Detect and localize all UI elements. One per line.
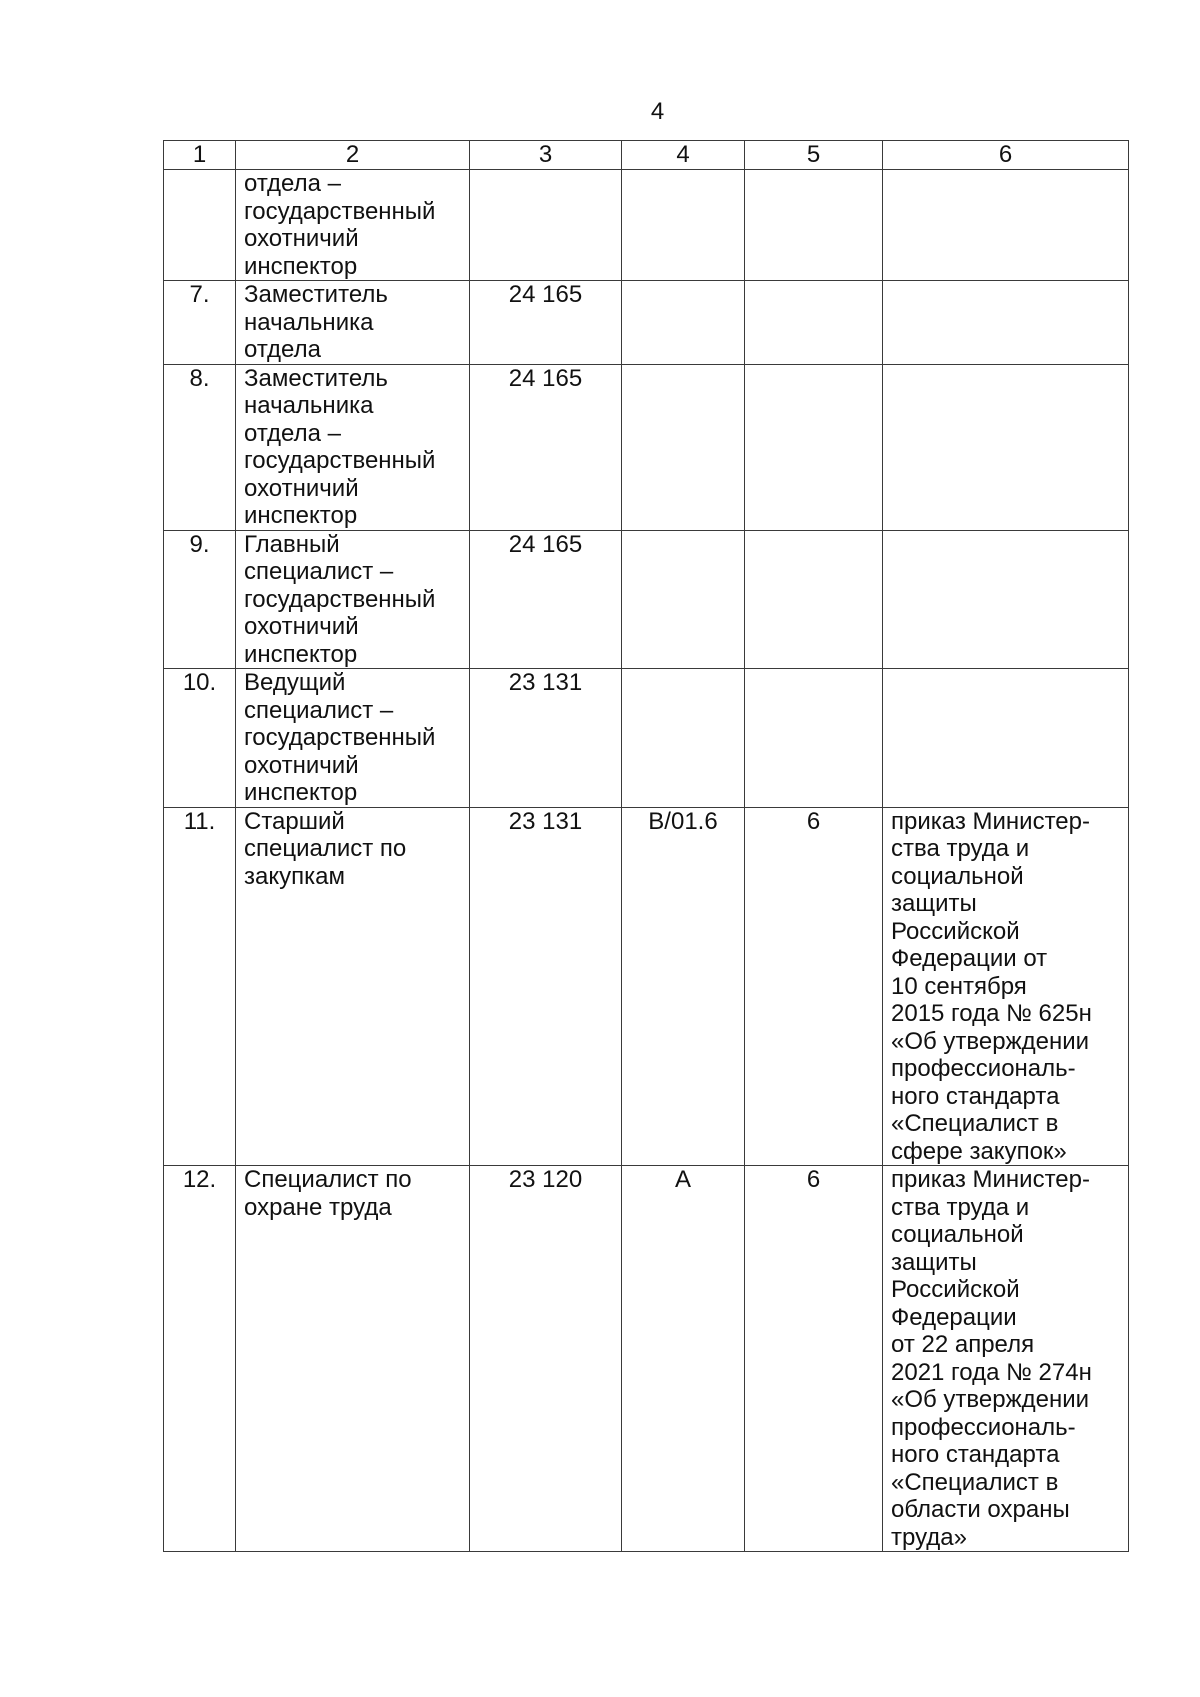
- standard-reference-line: приказ Министер-: [891, 1166, 1090, 1193]
- table-row: [164, 281, 1129, 365]
- standard-reference-line: сфере закупок»: [891, 1137, 1067, 1165]
- column-header: 1: [164, 141, 236, 170]
- column-header: 6: [883, 141, 1129, 170]
- position-name-line: охране труда: [244, 1193, 392, 1221]
- position-name-line: инспектор: [244, 779, 358, 806]
- position-name-line: отдела –: [244, 170, 341, 197]
- salary-cell: 23 120: [470, 1166, 622, 1552]
- standard-reference-line: Федерации: [891, 1303, 1017, 1331]
- function-code-cell: [622, 669, 745, 808]
- salary-cell: 24 165: [470, 530, 622, 669]
- row-number-cell: 9.: [164, 530, 236, 669]
- function-code-cell: [622, 364, 745, 530]
- standard-reference-line: защиты: [891, 1248, 977, 1276]
- position-name-cell: [236, 530, 470, 669]
- standard-reference-cell: [883, 170, 1129, 281]
- row-number-cell: 8.: [164, 364, 236, 530]
- standard-reference-line: «Специалист в: [891, 1110, 1059, 1137]
- standard-reference-line: 2015 года № 625н: [891, 1000, 1092, 1027]
- position-name-line: инспектор: [244, 252, 358, 280]
- salary-cell: 23 131: [470, 807, 622, 1166]
- standard-reference-cell: [883, 807, 1129, 1166]
- standard-reference-line: 2021 года № 274н: [891, 1358, 1092, 1386]
- standard-reference-line: труда»: [891, 1523, 967, 1551]
- position-name-line: инспектор: [244, 502, 358, 529]
- position-name-line: специалист по: [244, 835, 407, 862]
- position-name-cell: [236, 807, 470, 1166]
- table-row: [164, 1166, 1129, 1552]
- table-row: [164, 807, 1129, 1166]
- position-name-line: Специалист по: [244, 1166, 412, 1193]
- position-name-line: Заместитель: [244, 281, 388, 308]
- standard-reference-line: профессиональ-: [891, 1055, 1076, 1082]
- standard-reference-line: ства труда и: [891, 1193, 1030, 1221]
- position-name-line: государственный: [244, 197, 436, 225]
- qualification-level-cell: [745, 281, 883, 365]
- column-header: 2: [236, 141, 470, 170]
- function-code-cell: [622, 170, 745, 281]
- position-table: [163, 140, 1129, 1552]
- row-number-cell: 11.: [164, 807, 236, 1166]
- salary-cell: 23 131: [470, 669, 622, 808]
- position-name-line: государственный: [244, 585, 436, 613]
- standard-reference-cell: [883, 530, 1129, 669]
- standard-reference-line: ного стандарта: [891, 1441, 1060, 1468]
- position-name-line: государственный: [244, 724, 436, 751]
- table-row: [164, 170, 1129, 281]
- standard-reference-line: профессиональ-: [891, 1413, 1076, 1441]
- position-name-line: охотничий: [244, 474, 359, 502]
- position-name-cell: [236, 281, 470, 365]
- position-name-line: Ведущий: [244, 669, 346, 696]
- standard-reference-line: ного стандарта: [891, 1082, 1060, 1110]
- standard-reference-line: «Специалист в: [891, 1468, 1059, 1496]
- row-number-cell: 12.: [164, 1166, 236, 1552]
- function-code-cell: В/01.6: [622, 807, 745, 1166]
- qualification-level-cell: [745, 364, 883, 530]
- standard-reference-cell: [883, 669, 1129, 808]
- row-number-cell: [164, 170, 236, 281]
- table-body: [164, 170, 1129, 1552]
- table-row: [164, 364, 1129, 530]
- standard-reference-cell: [883, 281, 1129, 365]
- qualification-level-cell: [745, 530, 883, 669]
- position-name-line: отдела –: [244, 419, 341, 447]
- qualification-level-cell: 6: [745, 1166, 883, 1552]
- standard-reference-line: Российской: [891, 1276, 1020, 1303]
- position-name-line: инспектор: [244, 640, 358, 668]
- position-name-line: Заместитель: [244, 364, 388, 392]
- position-name-line: начальника: [244, 308, 374, 336]
- standard-reference-line: Федерации от: [891, 945, 1048, 972]
- standard-reference-cell: [883, 364, 1129, 530]
- salary-cell: [470, 170, 622, 281]
- column-header: 4: [622, 141, 745, 170]
- standard-reference-cell: [883, 1166, 1129, 1552]
- position-name-line: охотничий: [244, 225, 359, 252]
- table-row: [164, 530, 1129, 669]
- qualification-level-cell: [745, 669, 883, 808]
- qualification-level-cell: [745, 170, 883, 281]
- salary-cell: 24 165: [470, 281, 622, 365]
- page-number: [0, 98, 1200, 126]
- salary-cell: 24 165: [470, 364, 622, 530]
- standard-reference-line: области охраны: [891, 1496, 1070, 1523]
- position-name-line: охотничий: [244, 613, 359, 640]
- function-code-cell: [622, 530, 745, 669]
- position-name-cell: [236, 170, 470, 281]
- standard-reference-line: социальной: [891, 1221, 1024, 1248]
- table-row: [164, 669, 1129, 808]
- function-code-cell: [622, 281, 745, 365]
- row-number-cell: 7.: [164, 281, 236, 365]
- position-name-line: охотничий: [244, 751, 359, 779]
- standard-reference-line: от 22 апреля: [891, 1331, 1035, 1358]
- column-header: 5: [745, 141, 883, 170]
- table-header-row: [164, 141, 1129, 170]
- standard-reference-line: Российской: [891, 917, 1020, 945]
- standard-reference-line: «Об утверждении: [891, 1027, 1090, 1055]
- position-name-cell: [236, 669, 470, 808]
- standard-reference-line: приказ Министер-: [891, 807, 1090, 835]
- position-name-line: Старший: [244, 807, 345, 835]
- standard-reference-line: социальной: [891, 862, 1024, 890]
- position-name-line: закупкам: [244, 862, 345, 890]
- position-name-line: специалист –: [244, 696, 394, 724]
- qualification-level-cell: 6: [745, 807, 883, 1166]
- column-header: 3: [470, 141, 622, 170]
- position-name-cell: [236, 364, 470, 530]
- standard-reference-line: «Об утверждении: [891, 1386, 1090, 1413]
- position-name-line: начальника: [244, 392, 374, 419]
- standard-reference-line: 10 сентября: [891, 972, 1027, 1000]
- position-name-line: специалист –: [244, 558, 394, 585]
- position-name-cell: [236, 1166, 470, 1552]
- position-name-line: Главный: [244, 530, 340, 558]
- position-name-line: отдела: [244, 336, 321, 363]
- standard-reference-line: ства труда и: [891, 835, 1030, 862]
- function-code-cell: А: [622, 1166, 745, 1552]
- page-number-text: 4: [650, 98, 665, 125]
- row-number-cell: 10.: [164, 669, 236, 808]
- standard-reference-line: защиты: [891, 890, 977, 917]
- position-name-line: государственный: [244, 447, 436, 474]
